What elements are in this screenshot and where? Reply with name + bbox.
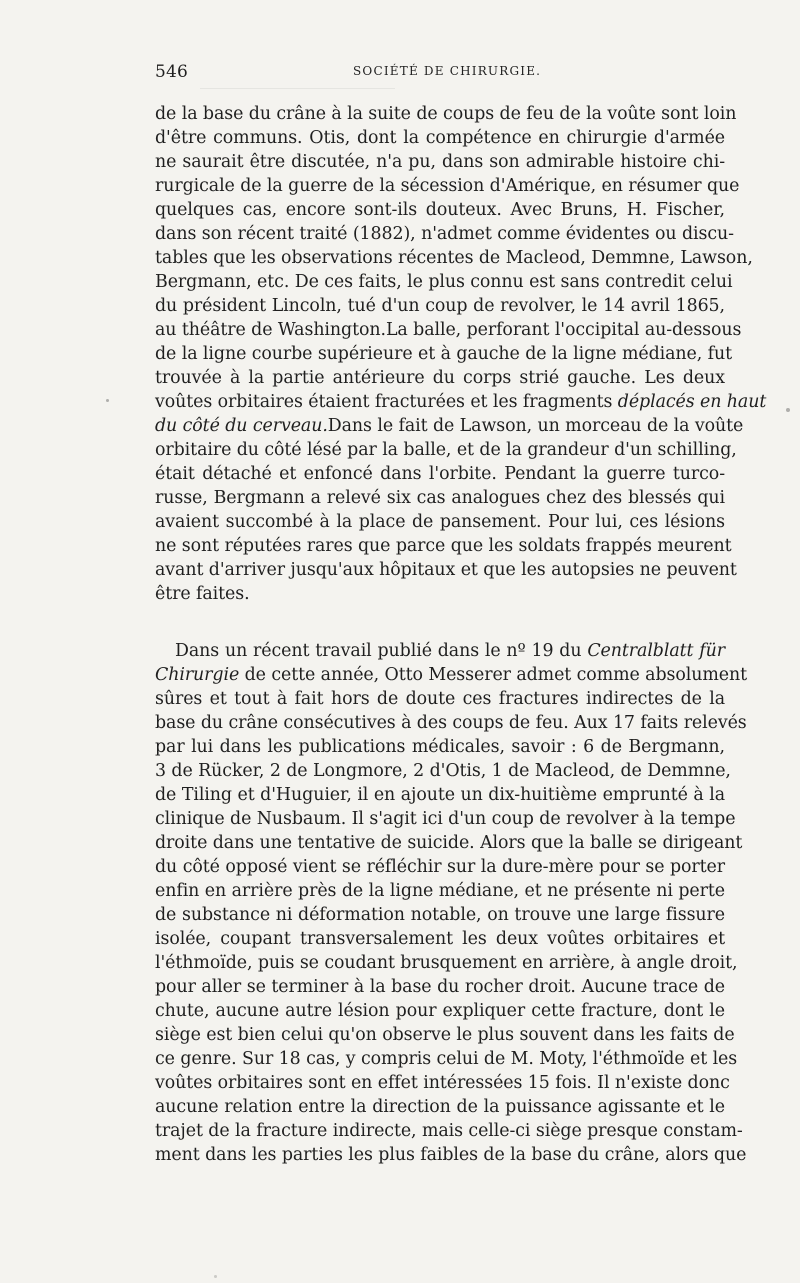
text-line-mixed: [155, 414, 744, 438]
text-line: chute, aucune autre lésion pour expliquer cette fracture, dont le: [155, 1001, 725, 1021]
text-line: orbitaire du côté lésé par la balle, et de la grandeur d'un schilling,: [155, 440, 737, 460]
text-line: avant d'arriver jusqu'aux hôpitaux et que les autopsies ne peuvent: [155, 560, 737, 580]
text-line: l'éthmoïde, puis se coudant brusquement en arrière, à angle droit,: [155, 953, 738, 973]
text-line: clinique de Nusbaum. Il s'agit ici d'un coup de revolver à la tempe: [155, 809, 736, 829]
print-speck: [106, 399, 109, 402]
text-segment: voûtes orbitaires étaient fracturées et les fragments: [155, 392, 613, 412]
running-title: SOCIÉTÉ DE CHIRURGIE.: [353, 64, 542, 78]
text-segment: Dans un récent travail publié dans le nº 19 du: [175, 641, 582, 661]
text-line: de substance ni déformation notable, on trouve une large fissure: [155, 905, 725, 925]
text-line: dans son récent traité (1882), n'admet comme évidentes ou discu-: [155, 224, 734, 244]
text-line: enfin en arrière près de la ligne médiane, et ne présente ni perte: [155, 881, 725, 901]
text-line-mixed: [155, 663, 748, 687]
text-line: ment dans les parties les plus faibles de la base du crâne, alors que: [155, 1145, 747, 1165]
paragraph-1: [155, 102, 767, 606]
text-line: être faites.: [155, 584, 250, 604]
page-number: 546: [155, 62, 189, 82]
header-rule: [200, 88, 395, 89]
text-line: trajet de la fracture indirecte, mais celle-ci siège presque constam-: [155, 1121, 743, 1141]
text-line: d'être communs. Otis, dont la compétence en chirurgie d'armée: [155, 128, 725, 148]
text-line: Bergmann, etc. De ces faits, le plus connu est sans contredit celui: [155, 272, 733, 292]
text-line: du président Lincoln, tué d'un coup de revolver, le 14 avril 1865,: [155, 296, 725, 316]
page-header: [155, 62, 725, 86]
text-line: ne saurait être discutée, n'a pu, dans son admirable histoire chi-: [155, 152, 725, 172]
text-line: rurgicale de la guerre de la sécession d'Amérique, en résumer que: [155, 176, 740, 196]
text-line: de la base du crâne à la suite de coups de feu de la voûte sont loin: [155, 104, 737, 124]
text-line: trouvée à la partie antérieure du corps strié gauche. Les deux: [155, 368, 725, 388]
text-line-mixed: [155, 390, 767, 414]
text-line: sûres et tout à fait hors de doute ces fractures indirectes de la: [155, 689, 725, 709]
italic-phrase: du côté du cerveau.: [155, 416, 328, 436]
text-line: par lui dans les publications médicales, savoir : 6 de Bergmann,: [155, 737, 725, 757]
text-line: isolée, coupant transversalement les deux voûtes orbitaires et: [155, 929, 725, 949]
paragraph-2: [155, 639, 748, 1167]
text-line: pour aller se terminer à la base du rocher droit. Aucune trace de: [155, 977, 725, 997]
text-line: ne sont réputées rares que parce que les soldats frappés meurent: [155, 536, 732, 556]
italic-phrase: Chirurgie: [155, 665, 240, 685]
text-line-mixed: [155, 639, 725, 663]
print-speck: [786, 408, 790, 412]
text-segment: Dans le fait de Lawson, un morceau de la voûte: [327, 416, 744, 436]
text-line: de la ligne courbe supérieure et à gauche de la ligne médiane, fut: [155, 344, 733, 364]
text-line: du côté opposé vient se réfléchir sur la dure-mère pour se porter: [155, 857, 725, 877]
text-line: avaient succombé à la place de pansement. Pour lui, ces lésions: [155, 512, 725, 532]
italic-phrase: déplacés en haut: [617, 392, 767, 412]
text-line: aucune relation entre la direction de la puissance agissante et le: [155, 1097, 725, 1117]
text-segment: de cette année, Otto Messerer admet comme absolument: [244, 665, 748, 685]
text-line: tables que les observations récentes de Macleod, Demmne, Lawson,: [155, 248, 753, 268]
text-line: siège est bien celui qu'on observe le plus souvent dans les faits de: [155, 1025, 735, 1045]
text-line: 3 de Rücker, 2 de Longmore, 2 d'Otis, 1 de Macleod, de Demmne,: [155, 761, 731, 781]
text-line: était détaché et enfoncé dans l'orbite. Pendant la guerre turco-: [155, 464, 725, 484]
text-line: droite dans une tentative de suicide. Alors que la balle se dirigeant: [155, 833, 743, 853]
text-line: quelques cas, encore sont-ils douteux. Avec Bruns, H. Fischer,: [155, 200, 725, 220]
text-line: de Tiling et d'Huguier, il en ajoute un dix-huitième emprunté à la: [155, 785, 725, 805]
text-line: ce genre. Sur 18 cas, y compris celui de M. Moty, l'éthmoïde et les: [155, 1049, 738, 1069]
print-speck: [214, 1275, 217, 1278]
text-line: voûtes orbitaires sont en effet intéressées 15 fois. Il n'existe donc: [155, 1073, 730, 1093]
text-line: russe, Bergmann a relevé six cas analogues chez des blessés qui: [155, 488, 725, 508]
text-line: base du crâne consécutives à des coups de feu. Aux 17 faits relevés: [155, 713, 747, 733]
italic-phrase: Centralblatt für: [587, 641, 725, 661]
text-line: au théâtre de Washington.La balle, perforant l'occipital au-dessous: [155, 320, 742, 340]
